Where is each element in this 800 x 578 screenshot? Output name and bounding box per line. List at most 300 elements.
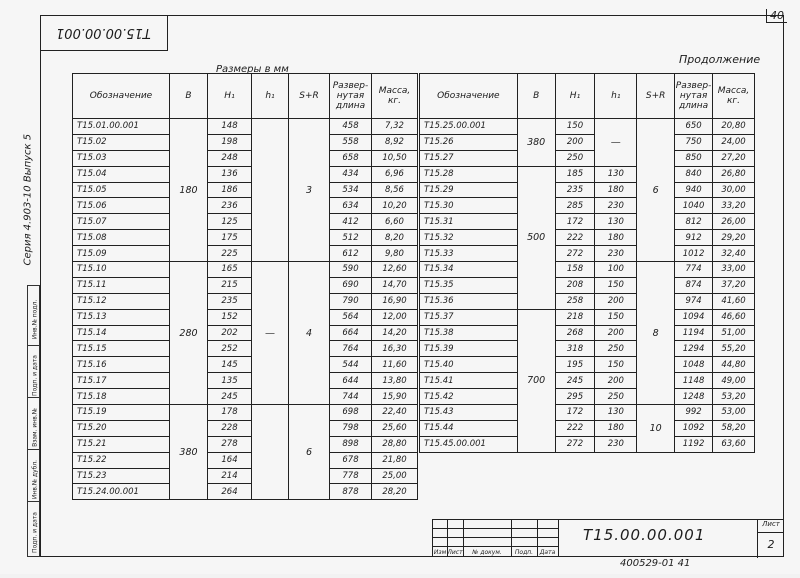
cell-designation: Т15.06 bbox=[73, 198, 170, 214]
cell-razv: 650 bbox=[675, 119, 713, 135]
cell-designation: Т15.16 bbox=[73, 357, 170, 373]
cell-h1: 200 bbox=[555, 134, 595, 150]
cell-h1: 222 bbox=[555, 420, 595, 436]
table-row bbox=[73, 262, 418, 278]
cell-designation: Т15.22 bbox=[73, 452, 170, 468]
cell-razv: 840 bbox=[675, 166, 713, 182]
cell-mass: 27,20 bbox=[713, 150, 755, 166]
header-razv: Развер-нутая длина bbox=[330, 74, 372, 119]
table-row bbox=[73, 468, 418, 484]
tb-label-izm: Изм bbox=[433, 548, 447, 556]
table-row bbox=[73, 119, 418, 135]
cell-razv: 1092 bbox=[675, 420, 713, 436]
cell-h1: 185 bbox=[555, 166, 595, 182]
table-row bbox=[73, 389, 418, 405]
table-row bbox=[420, 150, 755, 166]
left-spec-table bbox=[72, 73, 418, 500]
table-row bbox=[73, 246, 418, 262]
tb-label-sign: Подп. bbox=[514, 548, 534, 556]
cell-hs1: 180 bbox=[595, 182, 637, 198]
bottom-number: 400529-01 41 bbox=[620, 558, 691, 569]
cell-sr: 6 bbox=[289, 405, 330, 500]
cell-b: 180 bbox=[170, 119, 208, 262]
cell-designation: Т15.24.00.001 bbox=[73, 484, 170, 500]
cell-mass: 55,20 bbox=[713, 341, 755, 357]
cell-designation: Т15.14 bbox=[73, 325, 170, 341]
cell-hs1: 250 bbox=[595, 341, 637, 357]
cell-h1: 186 bbox=[208, 182, 252, 198]
title-block-code: Т15.00.00.001 bbox=[583, 526, 706, 544]
cell-designation: Т15.32 bbox=[420, 230, 518, 246]
cell-hs1: — bbox=[252, 262, 289, 405]
sheet-label: Лист bbox=[758, 520, 784, 533]
cell-hs1: 230 bbox=[595, 198, 637, 214]
side-series-label bbox=[18, 133, 38, 270]
cell-mass: 8,20 bbox=[372, 230, 418, 246]
cell-designation: Т15.02 bbox=[73, 134, 170, 150]
cell-hs1: 100 bbox=[595, 262, 637, 278]
side-strip-text: Подп. и дата bbox=[31, 512, 39, 553]
cell-mass: 46,60 bbox=[713, 309, 755, 325]
side-strip-text: Подп. и дата bbox=[31, 354, 39, 396]
cell-designation: Т15.17 bbox=[73, 373, 170, 389]
cell-h1: 152 bbox=[208, 309, 252, 325]
table-row bbox=[73, 150, 418, 166]
table-row bbox=[420, 277, 755, 293]
table-row bbox=[420, 182, 755, 198]
cell-hs1: 250 bbox=[595, 389, 637, 405]
cell-b: 380 bbox=[170, 405, 208, 500]
cell-h1: 145 bbox=[208, 357, 252, 373]
cell-mass: 51,00 bbox=[713, 325, 755, 341]
cell-designation: Т15.29 bbox=[420, 182, 518, 198]
cell-hs1: 130 bbox=[595, 214, 637, 230]
right-spec-table bbox=[419, 73, 755, 453]
table-row bbox=[73, 277, 418, 293]
cell-designation: Т15.19 bbox=[73, 405, 170, 421]
cell-h1: 222 bbox=[555, 230, 595, 246]
cell-h1: 245 bbox=[208, 389, 252, 405]
table-row bbox=[420, 214, 755, 230]
header-designation: Обозначение bbox=[73, 74, 170, 119]
cell-designation: Т15.35 bbox=[420, 277, 518, 293]
cell-hs1: 230 bbox=[595, 246, 637, 262]
side-strip-cell bbox=[28, 502, 39, 556]
tb-rowline bbox=[433, 528, 558, 529]
cell-mass: 44,80 bbox=[713, 357, 755, 373]
cell-h1: 125 bbox=[208, 214, 252, 230]
cell-razv: 544 bbox=[330, 357, 372, 373]
cell-hs1: 180 bbox=[595, 230, 637, 246]
cell-designation: Т15.12 bbox=[73, 293, 170, 309]
cell-hs1: 230 bbox=[595, 436, 637, 452]
cell-h1: 214 bbox=[208, 468, 252, 484]
header-designation: Обозначение bbox=[420, 74, 518, 119]
side-series-text: Серия 4.903-10 Выпуск 5 bbox=[22, 133, 34, 266]
table-row bbox=[73, 405, 418, 421]
cell-razv: 940 bbox=[675, 182, 713, 198]
cell-b: 700 bbox=[517, 309, 555, 452]
cell-mass: 37,20 bbox=[713, 277, 755, 293]
cell-designation: Т15.42 bbox=[420, 389, 518, 405]
cell-mass: 14,70 bbox=[372, 277, 418, 293]
table-row bbox=[420, 198, 755, 214]
cell-razv: 458 bbox=[330, 119, 372, 135]
table-row bbox=[420, 246, 755, 262]
cell-designation: Т15.11 bbox=[73, 277, 170, 293]
cell-razv: 1192 bbox=[675, 436, 713, 452]
tb-rowline bbox=[433, 537, 558, 538]
cell-h1: 258 bbox=[555, 293, 595, 309]
tb-label-date: Дата bbox=[539, 548, 556, 556]
cell-h1: 285 bbox=[555, 198, 595, 214]
cell-mass: 49,00 bbox=[713, 373, 755, 389]
cell-hs1: 180 bbox=[595, 420, 637, 436]
cell-h1: 136 bbox=[208, 166, 252, 182]
cell-razv: 558 bbox=[330, 134, 372, 150]
cell-designation: Т15.31 bbox=[420, 214, 518, 230]
cell-sr: 10 bbox=[637, 405, 675, 453]
cell-b: 500 bbox=[517, 166, 555, 309]
header-h1: H₁ bbox=[208, 74, 252, 119]
table-row bbox=[420, 405, 755, 421]
cell-mass: 30,00 bbox=[713, 182, 755, 198]
cell-designation: Т15.26 bbox=[420, 134, 518, 150]
cell-h1: 175 bbox=[208, 230, 252, 246]
cell-razv: 412 bbox=[330, 214, 372, 230]
cell-designation: Т15.43 bbox=[420, 405, 518, 421]
cell-hs1: 200 bbox=[595, 325, 637, 341]
cell-mass: 10,20 bbox=[372, 198, 418, 214]
cell-h1: 272 bbox=[555, 246, 595, 262]
cell-designation: Т15.09 bbox=[73, 246, 170, 262]
cell-h1: 250 bbox=[555, 150, 595, 166]
page-number: 40 bbox=[766, 9, 787, 23]
header-hs1: h₁ bbox=[595, 74, 637, 119]
title-block-sheet bbox=[757, 520, 784, 558]
cell-razv: 874 bbox=[675, 277, 713, 293]
cell-h1: 318 bbox=[555, 341, 595, 357]
cell-mass: 7,32 bbox=[372, 119, 418, 135]
header-mass: Масса, кг. bbox=[372, 74, 418, 119]
cell-hs1: 200 bbox=[595, 293, 637, 309]
cell-mass: 26,80 bbox=[713, 166, 755, 182]
cell-h1: 295 bbox=[555, 389, 595, 405]
table-row bbox=[73, 452, 418, 468]
cell-designation: Т15.28 bbox=[420, 166, 518, 182]
cell-mass: 58,20 bbox=[713, 420, 755, 436]
cell-designation: Т15.10 bbox=[73, 262, 170, 278]
side-strip-text: Взам. инв.№ bbox=[31, 407, 39, 447]
table-row bbox=[73, 325, 418, 341]
cell-razv: 812 bbox=[675, 214, 713, 230]
cell-mass: 14,20 bbox=[372, 325, 418, 341]
side-strip-text: Инв.№ дубл. bbox=[31, 459, 39, 499]
cell-mass: 15,90 bbox=[372, 389, 418, 405]
cell-h1: 218 bbox=[555, 309, 595, 325]
cell-designation: Т15.37 bbox=[420, 309, 518, 325]
cell-b: 380 bbox=[517, 119, 555, 167]
table-row bbox=[73, 309, 418, 325]
cell-hs1: — bbox=[595, 119, 637, 167]
cell-razv: 1248 bbox=[675, 389, 713, 405]
cell-designation: Т15.39 bbox=[420, 341, 518, 357]
cell-mass: 8,92 bbox=[372, 134, 418, 150]
tb-label-doc: № докум. bbox=[472, 548, 502, 556]
table-row bbox=[73, 166, 418, 182]
cell-designation: Т15.41 bbox=[420, 373, 518, 389]
table-row bbox=[73, 436, 418, 452]
cell-razv: 992 bbox=[675, 405, 713, 421]
cell-mass: 33,20 bbox=[713, 198, 755, 214]
cell-designation: Т15.38 bbox=[420, 325, 518, 341]
cell-hs1-empty bbox=[252, 119, 289, 262]
cell-mass: 6,96 bbox=[372, 166, 418, 182]
continuation-label: Продолжение bbox=[679, 53, 761, 66]
cell-razv: 664 bbox=[330, 325, 372, 341]
cell-mass: 16,30 bbox=[372, 341, 418, 357]
cell-razv: 850 bbox=[675, 150, 713, 166]
cell-h1: 158 bbox=[555, 262, 595, 278]
cell-razv: 974 bbox=[675, 293, 713, 309]
cell-mass: 20,80 bbox=[713, 119, 755, 135]
table-row bbox=[73, 230, 418, 246]
cell-mass: 29,20 bbox=[713, 230, 755, 246]
cell-razv: 774 bbox=[675, 262, 713, 278]
cell-mass: 16,90 bbox=[372, 293, 418, 309]
cell-mass: 11,60 bbox=[372, 357, 418, 373]
cell-designation: Т15.23 bbox=[73, 468, 170, 484]
cell-designation: Т15.33 bbox=[420, 246, 518, 262]
cell-h1: 215 bbox=[208, 277, 252, 293]
title-block-labels bbox=[433, 546, 558, 558]
cell-razv: 612 bbox=[330, 246, 372, 262]
cell-razv: 750 bbox=[675, 134, 713, 150]
cell-razv: 634 bbox=[330, 198, 372, 214]
dimensions-caption: Размеры в мм bbox=[216, 64, 289, 75]
table-row bbox=[420, 262, 755, 278]
cell-razv: 1012 bbox=[675, 246, 713, 262]
cell-razv: 1094 bbox=[675, 309, 713, 325]
cell-h1: 225 bbox=[208, 246, 252, 262]
cell-razv: 778 bbox=[330, 468, 372, 484]
cell-mass: 28,80 bbox=[372, 436, 418, 452]
tb-divider bbox=[558, 520, 559, 557]
cell-h1: 202 bbox=[208, 325, 252, 341]
cell-razv: 698 bbox=[330, 405, 372, 421]
cell-designation: Т15.08 bbox=[73, 230, 170, 246]
table-row bbox=[420, 230, 755, 246]
cell-razv: 1194 bbox=[675, 325, 713, 341]
cell-razv: 744 bbox=[330, 389, 372, 405]
cell-h1: 264 bbox=[208, 484, 252, 500]
cell-mass: 24,00 bbox=[713, 134, 755, 150]
cell-h1: 172 bbox=[555, 405, 595, 421]
cell-h1: 148 bbox=[208, 119, 252, 135]
cell-hs1: 150 bbox=[595, 309, 637, 325]
cell-mass: 12,00 bbox=[372, 309, 418, 325]
cell-hs1-empty bbox=[252, 405, 289, 500]
cell-sr: 8 bbox=[637, 262, 675, 405]
table-row bbox=[73, 182, 418, 198]
cell-mass: 8,56 bbox=[372, 182, 418, 198]
cell-b: 280 bbox=[170, 262, 208, 405]
table-row bbox=[73, 484, 418, 500]
cell-designation: Т15.44 bbox=[420, 420, 518, 436]
cell-razv: 798 bbox=[330, 420, 372, 436]
table-row bbox=[73, 420, 418, 436]
cell-h1: 195 bbox=[555, 357, 595, 373]
table-row bbox=[420, 119, 755, 135]
cell-designation: Т15.45.00.001 bbox=[420, 436, 518, 452]
cell-designation: Т15.03 bbox=[73, 150, 170, 166]
cell-razv: 912 bbox=[675, 230, 713, 246]
cell-razv: 658 bbox=[330, 150, 372, 166]
cell-h1: 172 bbox=[555, 214, 595, 230]
cell-razv: 764 bbox=[330, 341, 372, 357]
cell-razv: 534 bbox=[330, 182, 372, 198]
cell-hs1: 130 bbox=[595, 405, 637, 421]
cell-mass: 41,60 bbox=[713, 293, 755, 309]
cell-designation: Т15.30 bbox=[420, 198, 518, 214]
cell-designation: Т15.01.00.001 bbox=[73, 119, 170, 135]
cell-designation: Т15.18 bbox=[73, 389, 170, 405]
tb-label-list: Лист bbox=[447, 548, 463, 556]
cell-designation: Т15.07 bbox=[73, 214, 170, 230]
table-row bbox=[420, 166, 755, 182]
cell-mass: 25,00 bbox=[372, 468, 418, 484]
table-row bbox=[420, 293, 755, 309]
cell-hs1: 130 bbox=[595, 166, 637, 182]
table-row bbox=[420, 325, 755, 341]
cell-mass: 22,40 bbox=[372, 405, 418, 421]
cell-razv: 512 bbox=[330, 230, 372, 246]
cell-razv: 564 bbox=[330, 309, 372, 325]
cell-designation: Т15.40 bbox=[420, 357, 518, 373]
table-row bbox=[420, 309, 755, 325]
table-row bbox=[73, 198, 418, 214]
cell-razv: 1048 bbox=[675, 357, 713, 373]
cell-h1: 272 bbox=[555, 436, 595, 452]
top-stamp-code: Т15.00.00.001 bbox=[56, 25, 151, 40]
cell-mass: 63,60 bbox=[713, 436, 755, 452]
header-h1: H₁ bbox=[555, 74, 595, 119]
cell-mass: 32,40 bbox=[713, 246, 755, 262]
cell-razv: 644 bbox=[330, 373, 372, 389]
cell-designation: Т15.25.00.001 bbox=[420, 119, 518, 135]
table-row bbox=[420, 389, 755, 405]
table-row bbox=[73, 214, 418, 230]
cell-sr: 3 bbox=[289, 119, 330, 262]
sheet-value: 2 bbox=[767, 538, 775, 551]
cell-hs1: 150 bbox=[595, 277, 637, 293]
cell-h1: 235 bbox=[208, 293, 252, 309]
cell-h1: 245 bbox=[555, 373, 595, 389]
cell-designation: Т15.34 bbox=[420, 262, 518, 278]
cell-mass: 21,80 bbox=[372, 452, 418, 468]
cell-sr: 4 bbox=[289, 262, 330, 405]
cell-h1: 235 bbox=[555, 182, 595, 198]
cell-h1: 164 bbox=[208, 452, 252, 468]
cell-designation: Т15.04 bbox=[73, 166, 170, 182]
table-row bbox=[420, 436, 755, 452]
cell-h1: 208 bbox=[555, 277, 595, 293]
cell-designation: Т15.13 bbox=[73, 309, 170, 325]
cell-h1: 178 bbox=[208, 405, 252, 421]
cell-razv: 1148 bbox=[675, 373, 713, 389]
cell-h1: 198 bbox=[208, 134, 252, 150]
cell-razv: 590 bbox=[330, 262, 372, 278]
side-strip bbox=[27, 285, 40, 557]
cell-h1: 252 bbox=[208, 341, 252, 357]
table-row bbox=[73, 134, 418, 150]
cell-h1: 165 bbox=[208, 262, 252, 278]
cell-mass: 6,60 bbox=[372, 214, 418, 230]
cell-mass: 53,20 bbox=[713, 389, 755, 405]
cell-razv: 690 bbox=[330, 277, 372, 293]
cell-designation: Т15.21 bbox=[73, 436, 170, 452]
header-b: В bbox=[170, 74, 208, 119]
cell-mass: 25,60 bbox=[372, 420, 418, 436]
cell-designation: Т15.05 bbox=[73, 182, 170, 198]
table-row bbox=[420, 341, 755, 357]
cell-razv: 434 bbox=[330, 166, 372, 182]
cell-mass: 9,80 bbox=[372, 246, 418, 262]
header-razv: Развер-нутая длина bbox=[675, 74, 713, 119]
table-row bbox=[420, 134, 755, 150]
cell-designation: Т15.15 bbox=[73, 341, 170, 357]
cell-razv: 678 bbox=[330, 452, 372, 468]
header-sr: S+R bbox=[289, 74, 330, 119]
cell-mass: 33,00 bbox=[713, 262, 755, 278]
table-row bbox=[73, 357, 418, 373]
header-b: В bbox=[517, 74, 555, 119]
cell-razv: 1040 bbox=[675, 198, 713, 214]
cell-mass: 28,20 bbox=[372, 484, 418, 500]
top-stamp bbox=[40, 15, 168, 51]
cell-h1: 268 bbox=[555, 325, 595, 341]
cell-mass: 12,60 bbox=[372, 262, 418, 278]
cell-razv: 898 bbox=[330, 436, 372, 452]
cell-razv: 1294 bbox=[675, 341, 713, 357]
header-mass: Масса, кг. bbox=[713, 74, 755, 119]
cell-hs1: 150 bbox=[595, 357, 637, 373]
cell-sr: 6 bbox=[637, 119, 675, 262]
title-block bbox=[432, 519, 784, 557]
cell-mass: 53,00 bbox=[713, 405, 755, 421]
cell-mass: 26,00 bbox=[713, 214, 755, 230]
table-row bbox=[73, 373, 418, 389]
cell-h1: 135 bbox=[208, 373, 252, 389]
cell-h1: 228 bbox=[208, 420, 252, 436]
cell-designation: Т15.27 bbox=[420, 150, 518, 166]
table-row bbox=[420, 420, 755, 436]
cell-h1: 150 bbox=[555, 119, 595, 135]
header-hs1: h₁ bbox=[252, 74, 289, 119]
header-sr: S+R bbox=[637, 74, 675, 119]
cell-h1: 236 bbox=[208, 198, 252, 214]
cell-mass: 10,50 bbox=[372, 150, 418, 166]
table-row bbox=[73, 341, 418, 357]
cell-mass: 13,80 bbox=[372, 373, 418, 389]
table-row bbox=[420, 357, 755, 373]
cell-h1: 278 bbox=[208, 436, 252, 452]
cell-razv: 790 bbox=[330, 293, 372, 309]
cell-designation: Т15.20 bbox=[73, 420, 170, 436]
cell-hs1: 200 bbox=[595, 373, 637, 389]
side-strip-text: Инв.№ подл. bbox=[31, 299, 39, 339]
cell-razv: 878 bbox=[330, 484, 372, 500]
